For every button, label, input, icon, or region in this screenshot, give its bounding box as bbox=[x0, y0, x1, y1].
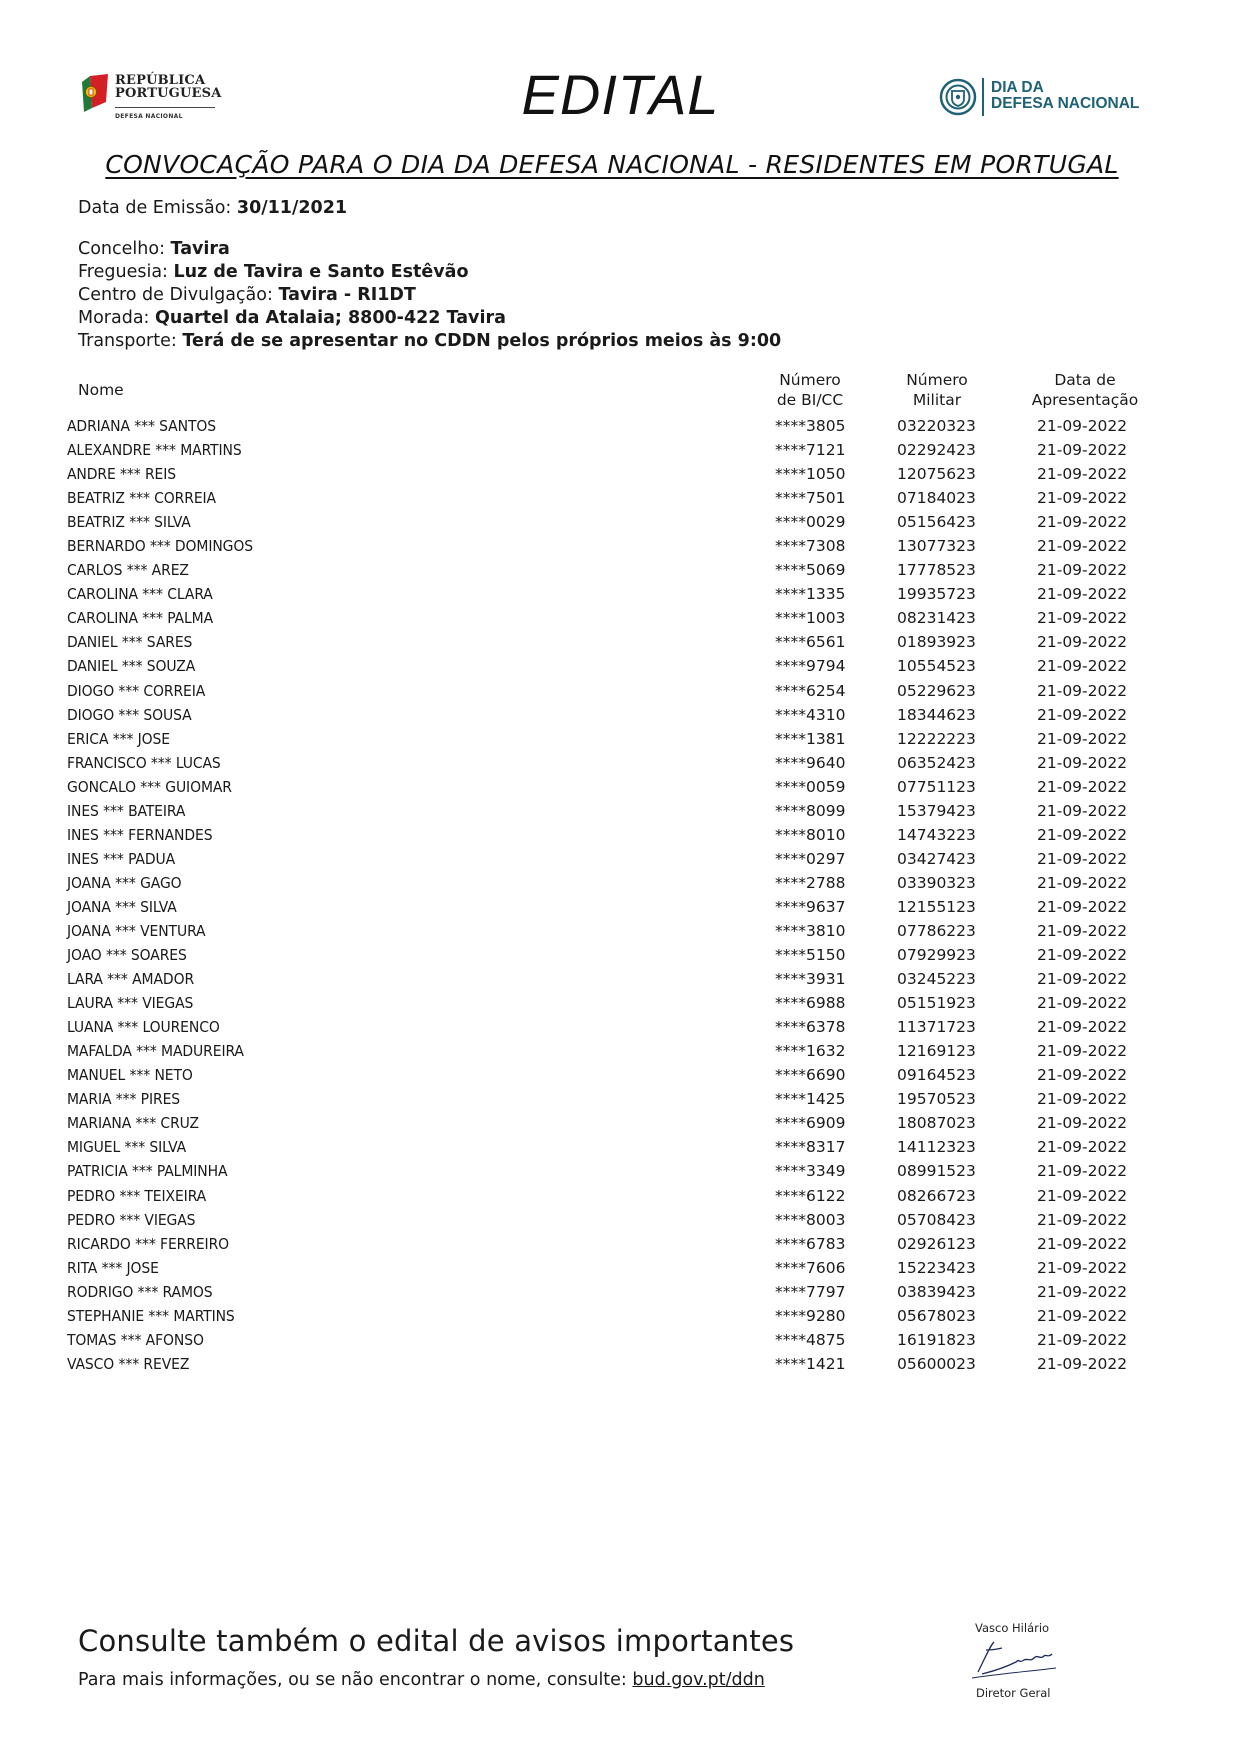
table-row bbox=[0, 871, 1241, 895]
row-name: INES *** BATEIRA bbox=[67, 801, 186, 820]
row-presentation-date: 21-09-2022 bbox=[1037, 489, 1128, 508]
footer-info bbox=[78, 1670, 765, 1690]
concelho-value: Tavira bbox=[170, 239, 230, 259]
row-name: MARIA *** PIRES bbox=[67, 1090, 181, 1109]
freguesia-value: Luz de Tavira e Santo Estêvão bbox=[173, 262, 469, 282]
morada-label: Morada: bbox=[78, 308, 156, 328]
table-row bbox=[0, 1159, 1241, 1183]
row-military-number: 06352423 bbox=[897, 753, 976, 772]
row-military-number: 07786223 bbox=[897, 921, 976, 940]
row-presentation-date: 21-09-2022 bbox=[1037, 849, 1128, 868]
row-bi-number: ****8099 bbox=[775, 801, 846, 820]
footer-info-text: Para mais informações, ou se não encontrar o nome, consulte: bbox=[78, 1670, 633, 1690]
row-name: GONCALO *** GUIOMAR bbox=[67, 777, 232, 796]
table-row bbox=[0, 1280, 1241, 1304]
signature-icon bbox=[968, 1636, 1058, 1680]
row-bi-number: ****1335 bbox=[775, 585, 846, 604]
row-presentation-date: 21-09-2022 bbox=[1037, 1282, 1128, 1301]
page-title: EDITAL bbox=[521, 63, 720, 126]
row-presentation-date: 21-09-2022 bbox=[1037, 417, 1128, 435]
row-bi-number: ****6909 bbox=[775, 1114, 846, 1133]
row-presentation-date: 21-09-2022 bbox=[1037, 513, 1128, 532]
row-military-number: 08231423 bbox=[897, 609, 976, 628]
row-name: MAFALDA *** MADUREIRA bbox=[67, 1042, 244, 1061]
row-presentation-date: 21-09-2022 bbox=[1037, 873, 1128, 892]
row-military-number: 19570523 bbox=[897, 1090, 976, 1109]
table-row bbox=[0, 679, 1241, 703]
col-header-name: Nome bbox=[78, 381, 124, 399]
row-bi-number: ****9640 bbox=[775, 753, 846, 772]
table-row bbox=[0, 462, 1241, 486]
row-bi-number: ****5150 bbox=[775, 946, 846, 965]
row-name: JOANA *** VENTURA bbox=[67, 921, 206, 940]
row-name: DIOGO *** SOUSA bbox=[67, 705, 192, 724]
table-row bbox=[0, 414, 1241, 438]
row-military-number: 16191823 bbox=[897, 1330, 976, 1349]
row-bi-number: ****9637 bbox=[775, 897, 846, 916]
row-name: FRANCISCO *** LUCAS bbox=[67, 753, 221, 772]
row-bi-number: ****7797 bbox=[775, 1282, 846, 1301]
row-presentation-date: 21-09-2022 bbox=[1037, 897, 1128, 916]
row-military-number: 07184023 bbox=[897, 489, 976, 508]
table-row bbox=[0, 799, 1241, 823]
row-military-number: 19935723 bbox=[897, 585, 976, 604]
row-military-number: 10554523 bbox=[897, 657, 976, 676]
row-presentation-date: 21-09-2022 bbox=[1037, 705, 1128, 724]
row-bi-number: ****1381 bbox=[775, 729, 846, 748]
row-military-number: 05151923 bbox=[897, 994, 976, 1013]
row-presentation-date: 21-09-2022 bbox=[1037, 609, 1128, 628]
row-military-number: 15223423 bbox=[897, 1258, 976, 1277]
table-row bbox=[0, 558, 1241, 582]
table-row bbox=[0, 751, 1241, 775]
col-header-date bbox=[1020, 370, 1150, 410]
table-row bbox=[0, 582, 1241, 606]
row-presentation-date: 21-09-2022 bbox=[1037, 1186, 1128, 1205]
row-presentation-date: 21-09-2022 bbox=[1037, 465, 1128, 484]
republica-subtitle: DEFESA NACIONAL bbox=[115, 113, 183, 120]
col-header-date-line1: Data de bbox=[1054, 371, 1116, 389]
table-row bbox=[0, 991, 1241, 1015]
table-row bbox=[0, 1015, 1241, 1039]
table-row bbox=[0, 1352, 1241, 1376]
row-military-number: 18087023 bbox=[897, 1114, 976, 1133]
table-row bbox=[0, 703, 1241, 727]
row-bi-number: ****1421 bbox=[775, 1354, 846, 1373]
morada-line bbox=[78, 308, 506, 328]
row-military-number: 05708423 bbox=[897, 1210, 976, 1229]
row-presentation-date: 21-09-2022 bbox=[1037, 1210, 1128, 1229]
row-bi-number: ****8317 bbox=[775, 1138, 846, 1157]
row-bi-number: ****3931 bbox=[775, 970, 846, 989]
concelho-label: Concelho: bbox=[78, 239, 171, 259]
table-row bbox=[0, 1232, 1241, 1256]
row-presentation-date: 21-09-2022 bbox=[1037, 801, 1128, 820]
transporte-label: Transporte: bbox=[78, 331, 183, 351]
col-header-militar bbox=[887, 370, 987, 410]
row-name: MARIANA *** CRUZ bbox=[67, 1114, 199, 1133]
row-name: BERNARDO *** DOMINGOS bbox=[67, 537, 254, 556]
row-presentation-date: 21-09-2022 bbox=[1037, 1138, 1128, 1157]
row-military-number: 03245223 bbox=[897, 970, 976, 989]
row-military-number: 01893923 bbox=[897, 633, 976, 652]
row-military-number: 11371723 bbox=[897, 1018, 976, 1037]
row-bi-number: ****8010 bbox=[775, 825, 846, 844]
row-presentation-date: 21-09-2022 bbox=[1037, 1162, 1128, 1181]
row-name: JOANA *** SILVA bbox=[67, 897, 177, 916]
freguesia-label: Freguesia: bbox=[78, 262, 174, 282]
table-row bbox=[0, 1135, 1241, 1159]
issue-date-value: 30/11/2021 bbox=[236, 198, 348, 218]
row-military-number: 09164523 bbox=[897, 1066, 976, 1085]
row-presentation-date: 21-09-2022 bbox=[1037, 441, 1128, 460]
row-name: ERICA *** JOSE bbox=[67, 729, 170, 748]
row-name: TOMAS *** AFONSO bbox=[67, 1330, 204, 1349]
row-bi-number: ****8003 bbox=[775, 1210, 846, 1229]
row-presentation-date: 21-09-2022 bbox=[1037, 970, 1128, 989]
row-name: DANIEL *** SARES bbox=[67, 633, 193, 652]
row-bi-number: ****0297 bbox=[775, 849, 846, 868]
table-row bbox=[0, 486, 1241, 510]
issue-date-line bbox=[78, 198, 347, 218]
row-name: LAURA *** VIEGAS bbox=[67, 994, 194, 1013]
row-presentation-date: 21-09-2022 bbox=[1037, 1330, 1128, 1349]
row-bi-number: ****6378 bbox=[775, 1018, 846, 1037]
row-bi-number: ****1632 bbox=[775, 1042, 846, 1061]
ddn-divider bbox=[982, 78, 984, 116]
centro-label: Centro de Divulgação: bbox=[78, 285, 279, 305]
row-military-number: 18344623 bbox=[897, 705, 976, 724]
table-row bbox=[0, 510, 1241, 534]
row-presentation-date: 21-09-2022 bbox=[1037, 681, 1128, 700]
row-bi-number: ****0059 bbox=[775, 777, 846, 796]
table-row bbox=[0, 847, 1241, 871]
row-name: INES *** FERNANDES bbox=[67, 825, 213, 844]
row-presentation-date: 21-09-2022 bbox=[1037, 561, 1128, 580]
row-name: INES *** PADUA bbox=[67, 849, 176, 868]
row-bi-number: ****7308 bbox=[775, 537, 846, 556]
table-row bbox=[0, 1039, 1241, 1063]
row-name: ALEXANDRE *** MARTINS bbox=[67, 441, 242, 460]
col-header-bi bbox=[760, 370, 860, 410]
row-bi-number: ****2788 bbox=[775, 873, 846, 892]
row-military-number: 03220323 bbox=[897, 417, 976, 435]
row-presentation-date: 21-09-2022 bbox=[1037, 994, 1128, 1013]
row-bi-number: ****6783 bbox=[775, 1234, 846, 1253]
col-header-militar-line1: Número bbox=[906, 371, 968, 389]
row-name: PATRICIA *** PALMINHA bbox=[67, 1162, 228, 1181]
transporte-value: Terá de se apresentar no CDDN pelos próprios meios às 9:00 bbox=[182, 331, 782, 351]
row-military-number: 03427423 bbox=[897, 849, 976, 868]
row-presentation-date: 21-09-2022 bbox=[1037, 1090, 1128, 1109]
row-bi-number: ****1050 bbox=[775, 465, 846, 484]
ddn-website-link[interactable]: bud.gov.pt/ddn bbox=[632, 1670, 765, 1690]
row-presentation-date: 21-09-2022 bbox=[1037, 729, 1128, 748]
row-bi-number: ****9280 bbox=[775, 1306, 846, 1325]
row-bi-number: ****3349 bbox=[775, 1162, 846, 1181]
transporte-line bbox=[78, 331, 781, 351]
row-presentation-date: 21-09-2022 bbox=[1037, 1114, 1128, 1133]
footer-headline: Consulte também o edital de avisos importantes bbox=[78, 1624, 795, 1658]
row-presentation-date: 21-09-2022 bbox=[1037, 753, 1128, 772]
row-presentation-date: 21-09-2022 bbox=[1037, 1234, 1128, 1253]
ddn-line1: DIA DA bbox=[991, 79, 1044, 96]
col-header-bi-line2: de BI/CC bbox=[776, 391, 844, 409]
row-presentation-date: 21-09-2022 bbox=[1037, 1354, 1128, 1373]
table-row bbox=[0, 1256, 1241, 1280]
republica-line2: PORTUGUESA bbox=[115, 86, 222, 101]
table-row bbox=[0, 606, 1241, 630]
row-name: CAROLINA *** CLARA bbox=[67, 585, 213, 604]
row-military-number: 07751123 bbox=[897, 777, 976, 796]
row-military-number: 12155123 bbox=[897, 897, 976, 916]
table-row bbox=[0, 1063, 1241, 1087]
row-bi-number: ****0029 bbox=[775, 513, 846, 532]
row-bi-number: ****4310 bbox=[775, 705, 846, 724]
row-name: CAROLINA *** PALMA bbox=[67, 609, 214, 628]
row-military-number: 02292423 bbox=[897, 441, 976, 460]
row-name: MIGUEL *** SILVA bbox=[67, 1138, 187, 1157]
row-military-number: 12075623 bbox=[897, 465, 976, 484]
row-presentation-date: 21-09-2022 bbox=[1037, 946, 1128, 965]
row-presentation-date: 21-09-2022 bbox=[1037, 537, 1128, 556]
row-bi-number: ****1003 bbox=[775, 609, 846, 628]
republica-line1: REPÚBLICA bbox=[115, 73, 206, 88]
row-military-number: 03839423 bbox=[897, 1282, 976, 1301]
row-name: DIOGO *** CORREIA bbox=[67, 681, 206, 700]
row-military-number: 05678023 bbox=[897, 1306, 976, 1325]
row-presentation-date: 21-09-2022 bbox=[1037, 825, 1128, 844]
row-military-number: 14743223 bbox=[897, 825, 976, 844]
table-row bbox=[0, 630, 1241, 654]
centro-value: Tavira - RI1DT bbox=[278, 285, 416, 305]
row-presentation-date: 21-09-2022 bbox=[1037, 1018, 1128, 1037]
col-header-date-line2: Apresentação bbox=[1031, 391, 1139, 409]
row-bi-number: ****6122 bbox=[775, 1186, 846, 1205]
table-row bbox=[0, 727, 1241, 751]
table-row bbox=[0, 943, 1241, 967]
table-row bbox=[0, 1111, 1241, 1135]
row-presentation-date: 21-09-2022 bbox=[1037, 585, 1128, 604]
row-presentation-date: 21-09-2022 bbox=[1037, 633, 1128, 652]
row-military-number: 12222223 bbox=[897, 729, 976, 748]
dia-defesa-nacional-logo bbox=[938, 74, 1148, 124]
row-presentation-date: 21-09-2022 bbox=[1037, 1258, 1128, 1277]
table-row bbox=[0, 1328, 1241, 1352]
table-row bbox=[0, 895, 1241, 919]
morada-value: Quartel da Atalaia; 8800-422 Tavira bbox=[155, 308, 506, 328]
row-bi-number: ****6561 bbox=[775, 633, 846, 652]
table-row bbox=[0, 534, 1241, 558]
row-presentation-date: 21-09-2022 bbox=[1037, 921, 1128, 940]
row-bi-number: ****7121 bbox=[775, 441, 846, 460]
document-subtitle: CONVOCAÇÃO PARA O DIA DA DEFESA NACIONAL - RESIDENTES EM PORTUGAL bbox=[105, 150, 1119, 179]
row-military-number: 03390323 bbox=[897, 873, 976, 892]
row-name: BEATRIZ *** SILVA bbox=[67, 513, 191, 532]
row-name: STEPHANIE *** MARTINS bbox=[67, 1306, 235, 1325]
row-name: LARA *** AMADOR bbox=[67, 970, 195, 989]
row-name: RITA *** JOSE bbox=[67, 1258, 159, 1277]
row-military-number: 14112323 bbox=[897, 1138, 976, 1157]
row-military-number: 07929923 bbox=[897, 946, 976, 965]
row-military-number: 05156423 bbox=[897, 513, 976, 532]
concelho-line bbox=[78, 239, 230, 259]
row-bi-number: ****5069 bbox=[775, 561, 846, 580]
row-military-number: 05600023 bbox=[897, 1354, 976, 1373]
row-military-number: 15379423 bbox=[897, 801, 976, 820]
row-military-number: 17778523 bbox=[897, 561, 976, 580]
row-presentation-date: 21-09-2022 bbox=[1037, 1042, 1128, 1061]
table-row bbox=[0, 823, 1241, 847]
row-name: ANDRE *** REIS bbox=[67, 465, 177, 484]
table-row bbox=[0, 1304, 1241, 1328]
row-bi-number: ****6690 bbox=[775, 1066, 846, 1085]
row-bi-number: ****6254 bbox=[775, 681, 846, 700]
issue-date-label: Data de Emissão: bbox=[78, 198, 237, 218]
row-military-number: 05229623 bbox=[897, 681, 976, 700]
row-bi-number: ****7501 bbox=[775, 489, 846, 508]
row-name: PEDRO *** TEIXEIRA bbox=[67, 1186, 207, 1205]
convocados-table bbox=[0, 414, 1241, 1376]
table-row bbox=[0, 438, 1241, 462]
row-presentation-date: 21-09-2022 bbox=[1037, 657, 1128, 676]
freguesia-line bbox=[78, 262, 468, 282]
col-header-bi-line1: Número bbox=[779, 371, 841, 389]
row-bi-number: ****3810 bbox=[775, 921, 846, 940]
row-name: BEATRIZ *** CORREIA bbox=[67, 489, 216, 508]
row-bi-number: ****6988 bbox=[775, 994, 846, 1013]
signer-role: Diretor Geral bbox=[976, 1686, 1051, 1700]
row-military-number: 08266723 bbox=[897, 1186, 976, 1205]
row-name: MANUEL *** NETO bbox=[67, 1066, 193, 1085]
table-row bbox=[0, 1208, 1241, 1232]
row-name: VASCO *** REVEZ bbox=[67, 1354, 190, 1373]
row-military-number: 08991523 bbox=[897, 1162, 976, 1181]
row-presentation-date: 21-09-2022 bbox=[1037, 1066, 1128, 1085]
row-name: RICARDO *** FERREIRO bbox=[67, 1234, 230, 1253]
col-header-militar-line2: Militar bbox=[912, 391, 962, 409]
row-bi-number: ****7606 bbox=[775, 1258, 846, 1277]
row-name: JOAO *** SOARES bbox=[67, 946, 187, 965]
row-name: ADRIANA *** SANTOS bbox=[67, 417, 216, 435]
row-name: PEDRO *** VIEGAS bbox=[67, 1210, 196, 1229]
row-name: RODRIGO *** RAMOS bbox=[67, 1282, 213, 1301]
row-name: CARLOS *** AREZ bbox=[67, 561, 189, 580]
row-name: JOANA *** GAGO bbox=[67, 873, 182, 892]
row-bi-number: ****3805 bbox=[775, 417, 846, 435]
row-military-number: 12169123 bbox=[897, 1042, 976, 1061]
table-row bbox=[0, 775, 1241, 799]
row-name: DANIEL *** SOUZA bbox=[67, 657, 196, 676]
table-row bbox=[0, 919, 1241, 943]
row-presentation-date: 21-09-2022 bbox=[1037, 777, 1128, 796]
table-row bbox=[0, 1184, 1241, 1208]
centro-line bbox=[78, 285, 416, 305]
row-military-number: 13077323 bbox=[897, 537, 976, 556]
table-row bbox=[0, 1087, 1241, 1111]
row-bi-number: ****9794 bbox=[775, 657, 846, 676]
row-presentation-date: 21-09-2022 bbox=[1037, 1306, 1128, 1325]
signer-name: Vasco Hilário bbox=[975, 1621, 1050, 1635]
row-bi-number: ****4875 bbox=[775, 1330, 846, 1349]
ddn-emblem-icon bbox=[938, 76, 978, 118]
table-row bbox=[0, 654, 1241, 678]
row-name: LUANA *** LOURENCO bbox=[67, 1018, 220, 1037]
row-military-number: 02926123 bbox=[897, 1234, 976, 1253]
table-row bbox=[0, 967, 1241, 991]
ddn-line2: DEFESA NACIONAL bbox=[991, 95, 1140, 112]
row-bi-number: ****1425 bbox=[775, 1090, 846, 1109]
